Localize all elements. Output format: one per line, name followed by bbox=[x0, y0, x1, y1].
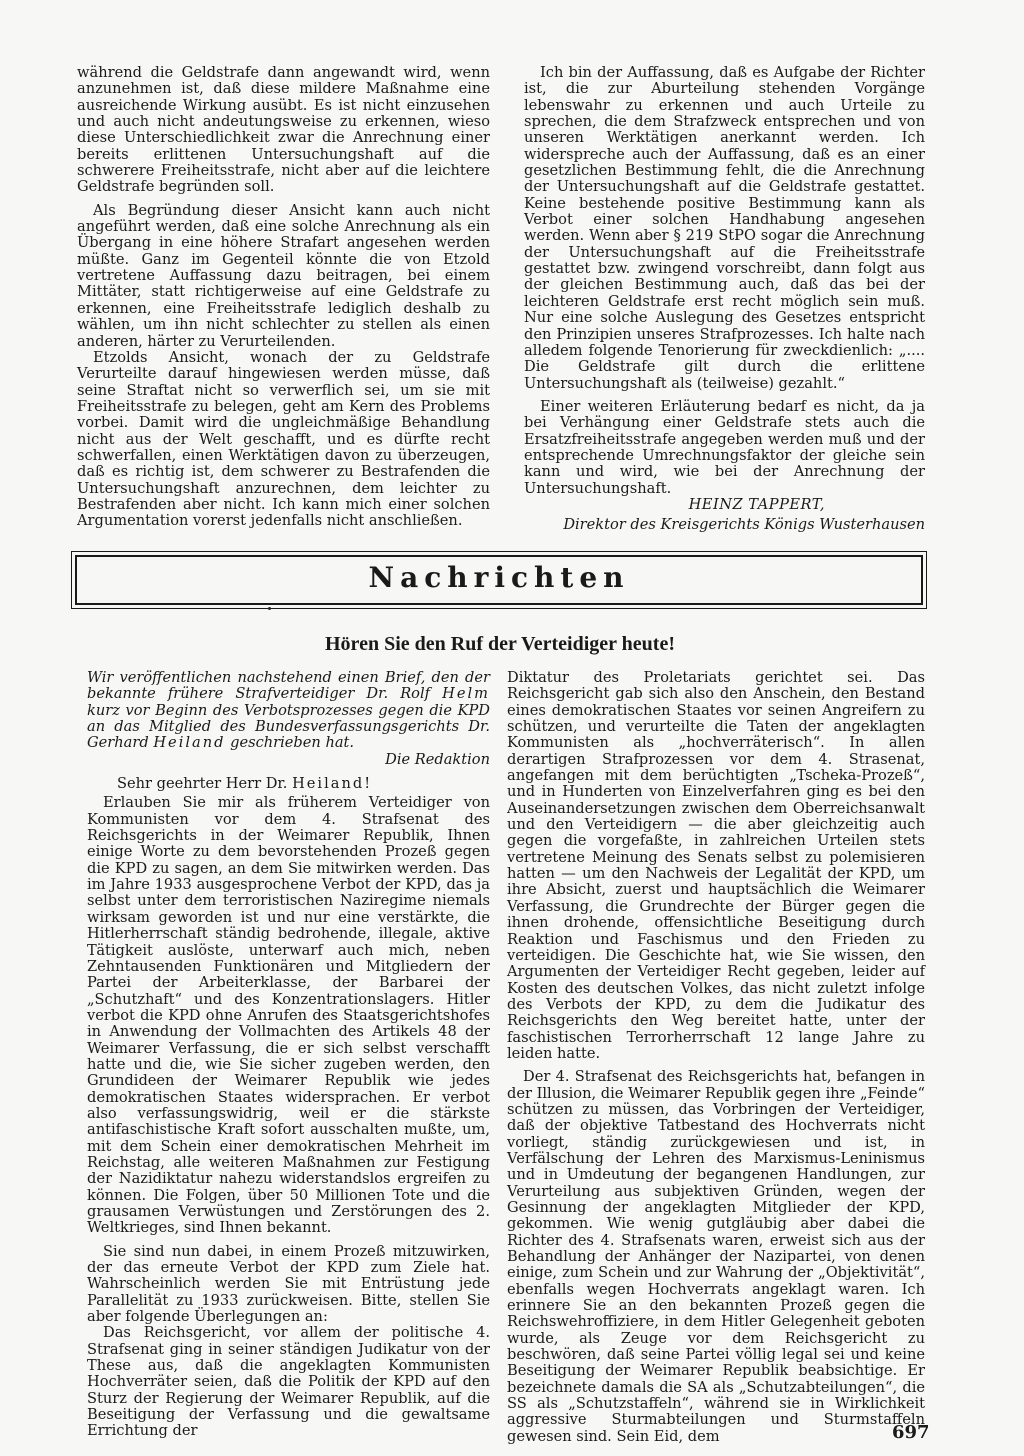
paragraph: Sie sind nun dabei, in einem Prozeß mitzuwirken, der das erneute Verbot der KPD zum Ziele hat. Wahrscheinlich werden Sie mit Entrüstung jede Parallelität zu 1933 zurückweisen. Bitte, stellen Sie aber folgende Überlegungen an: bbox=[87, 1242, 490, 1326]
article-right-column bbox=[507, 670, 925, 1445]
salutation-name: Heiland bbox=[292, 775, 365, 793]
article-headline: Hören Sie den Ruf der Verteidiger heute! bbox=[325, 633, 675, 655]
section-header-box bbox=[75, 555, 923, 605]
paragraph: während die Geldstrafe dann angewandt wird, wenn anzunehmen ist, daß diese mildere Maßnahme eine ausreichende Wirkung ausübt. Es ist nicht einzusehen und auch nicht andeutungsweise zu erkennen, wieso diese Unterschiedlichkeit zwar die Anrechnung einer bereits erlittenen Untersuchungshaft auf die schwerere Freiheitsstrafe, nicht aber auf die leichtere Geldstrafe begründen soll. bbox=[77, 64, 490, 196]
paragraph: Als Begründung dieser Ansicht kann auch nicht angeführt werden, daß eine solche Anrechnung als ein Übergang in eine höhere Strafart angesehen werden müßte. Ganz im Gegenteil könnte die von Etzold vertretene Auffassung dazu beitragen, bei einem Mittäter, statt richtigerweise auf eine Geldstrafe zu erkennen, eine Freiheitsstrafe lediglich deshalb zu wählen, um ihn nicht schlechter zu stellen als einen anderen, härter zu Verurteilenden. bbox=[77, 201, 490, 350]
author-name: HEINZ TAPPERT, bbox=[688, 495, 825, 513]
salutation bbox=[87, 776, 490, 792]
salutation-text: Sehr geehrter Herr Dr. bbox=[117, 775, 293, 793]
redaktion-signature: Die Redaktion bbox=[385, 750, 490, 768]
top-left-column bbox=[77, 65, 490, 530]
print-speck bbox=[268, 607, 271, 610]
paragraph: Der 4. Strafsenat des Reichsgerichts hat, befangen in der Illusion, die Weimarer Republik gegen ihre „Feinde“ schützen zu müssen, das Vorbringen der Verteidiger, daß der objektive Tatbestand des Hochverrats nicht vorliegt, ständig zurückgewiesen und ist, in Verfälschung der Lehren des Marxismus-Leninismus und in Umdeutung der begangenen Handlungen, zur Verurteilung aus subjektiven Gründen, wegen der Gesinnung der angeklagten Mitglieder der KPD, gekommen. Wie wenig gutgläubig aber dabei die Richter des 4. Strafsenats waren, erweist sich aus der Behandlung der Anhänger der Nazipartei, von denen einige, zum Schein und zur Wahrung der „Objektivität“, ebenfalls wegen Hochverrats angeklagt waren. Ich erinnere Sie an den bekannten Prozeß gegen die Reichswehroffiziere, in dem Hitler Gelegenheit geboten wurde, als Zeuge vor dem Reichsgericht zu beschwören, daß seine Partei völlig legal sei und keine Beseitigung der Weimarer Republik beabsichtige. Er bezeichnete damals die SA als „Schutzabteilungen“, die SS als „Schutzstaffeln“, während sie in Wirklichkeit aggressive Sturmabteilungen und Sturmstaffeln gewesen sind. Sein Eid, dem bbox=[507, 1068, 925, 1445]
top-right-column bbox=[524, 65, 925, 534]
article-left-column bbox=[87, 670, 490, 1440]
intro-name-heiland: Heiland bbox=[153, 734, 226, 752]
intro-text: kurz vor Beginn des Verbotsprozesses gegen die KPD an das Mitglied des Bundesverfassungsgerichts Dr. Gerhard bbox=[87, 701, 490, 752]
paragraph: Erlauben Sie mir als früherem Verteidiger von Kommunisten vor dem 4. Strafsenat des Reichsgerichts in der Weimarer Republik, Ihnen einige Worte zu dem bevorstehenden Prozeß gegen die KPD zu sagen, an dem Sie mitwirken werden. Das im Jahre 1933 ausgesprochene Verbot der KPD, das ja selbst unter dem terroristischen Naziregime niemals wirksam geworden ist und nur eine verstärkte, die Hitlerherrschaft ständig bedrohende, illegale, aktive Tätigkeit auslöste, unterwarf auch mich, neben Zehntausenden Funktionären und Mitgliedern der Partei der Arbeiterklasse, der Barbarei der „Schutzhaft“ und des Konzentrationslagers. Hitler verbot die KPD ohne Anrufen des Staatsgerichtshofes in Anwendung der Vollmachten des Artikels 48 der Weimarer Verfassung, die er sich selbst verschafft hatte und die, wie Sie sicher zugeben werden, den Grundideen der Weimarer Republik wie jedes demokratischen Staates widersprachen. Er verbot also verfassungswidrig, weil er die stärkste antifaschistische Kraft sofort ausschalten mußte, um, mit dem Schein einer demokratischen Mehrheit im Reichstag, alle weiteren Maßnahmen zur Festigung der Nazidiktatur nahezu widerstandslos ergreifen zu können. Die Folgen, über 50 Millionen Tote und die grausamen Verwüstungen und Zerstörungen des 2. Weltkrieges, sind Ihnen bekannt. bbox=[87, 794, 490, 1237]
intro-text: Wir veröffentlichen nachstehend einen Brief, den der bekannte frühere Strafverteidiger Dr. Rolf bbox=[87, 669, 490, 703]
paragraph: Diktatur des Proletariats gerichtet sei. Das Reichsgericht gab sich also den Anschein, den Bestand eines demokratischen Staates vor seinen Angreifern zu schützen, und verurteilte die Taten der angeklagten Kommunisten als „hochverräterisch“. In allen derartigen Strafprozessen vor dem 4. Strasenat, angefangen mit dem berüchtigten „Tscheka-Prozeß“, und in Hunderten von Einzelverfahren ging es bei den Auseinandersetzungen zwischen dem Oberreichsanwalt und den Verteidigern — die aber gleichzeitig auch gegen die vorgefaßte, in zahlreichen Urteilen stets vertretene Meinung des Senats selbst zu polemisieren hatten — um den Nachweis der Legalität der KPD, um ihre Absicht, zuerst und hauptsächlich die Weimarer Verfassung, die Grundrechte der Bürger gegen die ihnen drohende, offensichtliche Beseitigung durch Reaktion und Faschismus und den Frieden zu verteidigen. Die Geschichte hat, wie Sie wissen, den Argumenten der Verteidiger Recht gegeben, leider auf Kosten des deutschen Volkes, das nicht zuletzt infolge des Verbots der KPD, zu dem die Judikatur des Reichsgerichts den Weg bereitet hatte, unter der faschistischen Terrorherrschaft 12 lange Jahre zu leiden hatte. bbox=[507, 669, 925, 1062]
intro-name-helm: Helm bbox=[442, 685, 490, 703]
paragraph: Ich bin der Auffassung, daß es Aufgabe der Richter ist, die zur Aburteilung stehenden Vorgänge lebenswahr zu erkennen und auch Urteile zu sprechen, die dem Strafzweck entsprechen und von unseren Werktätigen anerkannt werden. Ich widerspreche auch der Auffassung, daß es an einer gesetzlichen Bestimmung fehlt, die die Anrechnung der Untersuchungshaft auf die Geldstrafe gestattet. Keine bestehende positive Bestimmung kann als Verbot einer solchen Handhabung angesehen werden. Wenn aber § 219 StPO sogar die Anrechnung der Untersuchungshaft auf die Freiheitsstrafe gestattet bzw. zwingend vorschreibt, dann folgt aus der gleichen Bestimmung auch, daß das bei der leichteren Geldstrafe erst recht möglich sein muß. Nur eine solche Auslegung des Gesetzes entspricht den Prinzipien unseres Strafprozesses. Ich halte nach alledem folgende Tenorierung für zweckdienlich: „.... Die Geldstrafe gilt durch die erlittene Untersuchungshaft als (teilweise) gezahlt.“ bbox=[524, 64, 925, 392]
intro-text: geschrieben hat. bbox=[225, 734, 355, 752]
salutation-text: ! bbox=[364, 775, 371, 793]
paragraph: Das Reichsgericht, vor allem der politische 4. Strafsenat ging in seiner ständigen Judikatur von der These aus, daß die angeklagten Kommunisten Hochverräter seien, daß die Politik der KPD auf den Sturz der Regierung der Weimarer Republik, auf die Beseitigung der Verfassung und die gewaltsame Errichtung der bbox=[87, 1324, 490, 1440]
paragraph: Etzolds Ansicht, wonach der zu Geldstrafe Verurteilte darauf hingewiesen werden müsse, daß seine Straftat nicht so verwerflich sei, um sie mit Freiheitsstrafe zu belegen, geht am Kern des Problems vorbei. Damit wird die ungleichmäßige Behandlung nicht aus der Welt geschafft, und es dürfte recht schwerfallen, einen Werktätigen davon zu überzeugen, daß es richtig ist, dem schwerer zu Bestrafenden die Untersuchungshaft anzurechnen, dem leichter zu Bestrafenden aber nicht. Ich kann mich einer solchen Argumentation vorerst jedenfalls nicht anschließen. bbox=[77, 348, 490, 530]
author-title: Direktor des Kreisgerichts Königs Wusterhausen bbox=[563, 516, 925, 534]
section-title: Nachrichten bbox=[368, 561, 630, 594]
article-intro bbox=[87, 670, 490, 752]
paragraph: Einer weiteren Erläuterung bedarf es nicht, da ja bei Verhängung einer Geldstrafe stets auch die Ersatzfreiheitsstrafe angegeben werden muß und der entsprechende Umrechnungsfaktor der gleiche sein kann und wird, wie bei der Anrechnung der Untersuchungshaft. bbox=[524, 397, 925, 497]
page-number: 697 bbox=[892, 1422, 930, 1443]
